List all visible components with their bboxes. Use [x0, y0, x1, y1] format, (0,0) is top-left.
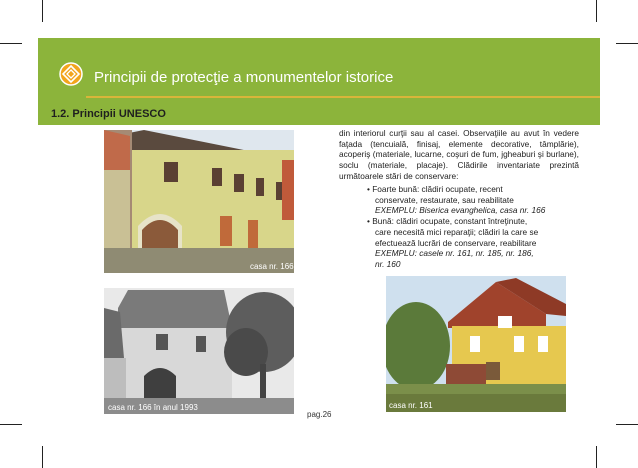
photo-house-166-1993	[104, 288, 294, 414]
photo-house-161	[386, 276, 566, 412]
list-item: • Foarte bună: clădiri ocupate, recent	[367, 184, 503, 194]
diamond-emblem-icon	[59, 62, 83, 86]
crop-mark	[0, 424, 22, 425]
list-item-example: EXEMPLU: Biserica evanghelica, casa nr. 166	[375, 205, 546, 216]
list-item: • Bună: clădiri ocupate, constant întreţinute,	[367, 216, 528, 227]
photo-caption: casa nr. 166	[250, 262, 294, 271]
body-paragraph: din interiorul curţii sau al casei. Observaţiile au avut în vedere faţada (tencuială, finisaj, elemente decorative, tâmplărie), acoperiş (materiale, lucarne, coşuri de fum, jgheaburi şi burlane), soclu (materiale, placaje). Clădirile inventariate prezintă următoarele stări de conservare:	[339, 128, 579, 181]
list-item-continuation: conservate, restaurate, sau reabilitate	[375, 194, 514, 205]
crop-mark	[0, 43, 22, 44]
crop-mark	[616, 43, 638, 44]
photo-house-166	[104, 130, 294, 273]
crop-mark	[616, 424, 638, 425]
header-rule	[86, 96, 600, 98]
page-title: Principii de protecţie a monumentelor istorice	[94, 69, 394, 86]
list-item-example: nr. 160	[375, 258, 401, 269]
crop-mark	[42, 446, 43, 468]
photo-caption: casa nr. 166 în anul 1993	[108, 403, 198, 412]
photo-caption: casa nr. 161	[389, 401, 433, 410]
crop-mark	[42, 0, 43, 22]
crop-mark	[596, 0, 597, 22]
list-item-continuation: care necesită mici reparaţii; clădiri la care se	[375, 226, 539, 237]
list-item-continuation: efectuează lucrări de conservare, reabilitare	[375, 237, 537, 248]
section-heading: 1.2. Principii UNESCO	[51, 108, 166, 120]
list-item-example: EXEMPLU: casele nr. 161, nr. 185, nr. 186,	[375, 248, 534, 259]
page-number: pag.26	[307, 410, 332, 419]
crop-mark	[596, 446, 597, 468]
conservation-list	[367, 184, 587, 270]
